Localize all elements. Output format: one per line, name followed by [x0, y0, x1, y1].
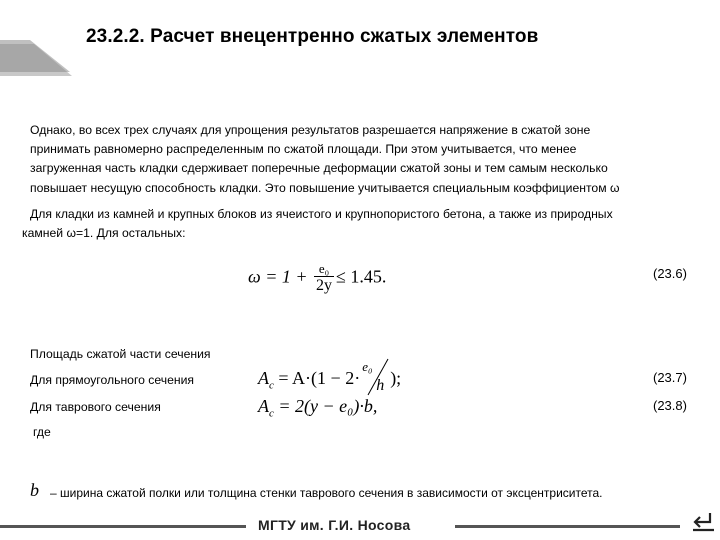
b-symbol [30, 480, 39, 501]
equation-number-23-7: (23.7) [653, 370, 687, 385]
formula-rect-tail: ); [390, 368, 402, 388]
paragraph-line-4: повышает несущую способность кладки. Это повышение учитывается специальным коэффициентом ω [30, 181, 620, 195]
formula-omega-fraction [314, 262, 334, 295]
paragraph-line-1: Однако, во всех трех случаях для упрощения результатов разрешается напряжение в сжатой зоне [30, 123, 591, 137]
rect-section-label: Для прямоугольного сечения [30, 373, 195, 387]
formula-omega-lhs: ω = 1 + [248, 266, 313, 287]
formula-omega-den: 2y [316, 277, 333, 294]
fraction-slash [360, 357, 392, 397]
corner-decoration [0, 0, 90, 80]
formula-omega [248, 262, 386, 295]
formula-rect-body: = A·(1 − 2· [273, 368, 361, 388]
paragraph-line-2: принимать равномерно распределенным по сжатой площади. При этом учитывается, что менее [30, 142, 577, 156]
return-button[interactable] [690, 508, 716, 539]
paragraph-line-3: загруженная часть кладки сдерживает поперечные деформации сжатой зоны и тем самым несколько [30, 161, 608, 175]
formula-tee-lhs-sub: c [269, 407, 274, 420]
equation-number-23-6: (23.6) [653, 266, 687, 281]
formula-rect-lhs: A [258, 368, 269, 388]
b-symbol-text: b [30, 480, 39, 500]
where-label: где [33, 425, 51, 439]
paragraph-line-6: камней ω=1. Для остальных: [22, 226, 186, 240]
formula-tee-body: = 2(y − e₀)·b, [273, 396, 378, 416]
footer-text: МГТУ им. Г.И. Носова [258, 517, 411, 533]
formula-rect-slash-den: h [376, 376, 385, 394]
footer-divider-left [0, 525, 246, 528]
equation-number-23-8: (23.8) [653, 398, 687, 413]
b-description: – ширина сжатой полки или толщина стенки таврового сечения в зависимости от эксцентриситета. [50, 486, 603, 500]
paragraph-line-5: Для кладки из камней и крупных блоков из ячеистого и крупнопористого бетона, а также из природных [30, 207, 613, 221]
area-label: Площадь сжатой части сечения [30, 347, 211, 361]
tee-section-label: Для таврового сечения [30, 400, 161, 414]
formula-omega-num: e₀ [318, 261, 330, 276]
formula-rect-area [258, 358, 402, 394]
formula-rect-lhs-sub: c [269, 379, 274, 392]
formula-tee-lhs: A [258, 396, 269, 416]
footer-divider-right [455, 525, 680, 528]
formula-omega-rhs: ≤ 1.45. [336, 266, 387, 287]
formula-rect-slash-num: e₀ [362, 358, 373, 374]
formula-tee-area [258, 396, 377, 420]
formula-rect-slash-fraction [360, 358, 390, 394]
return-arrow-icon [690, 508, 716, 534]
slide-title: 23.2.2. Расчет внецентренно сжатых элементов [86, 26, 539, 47]
